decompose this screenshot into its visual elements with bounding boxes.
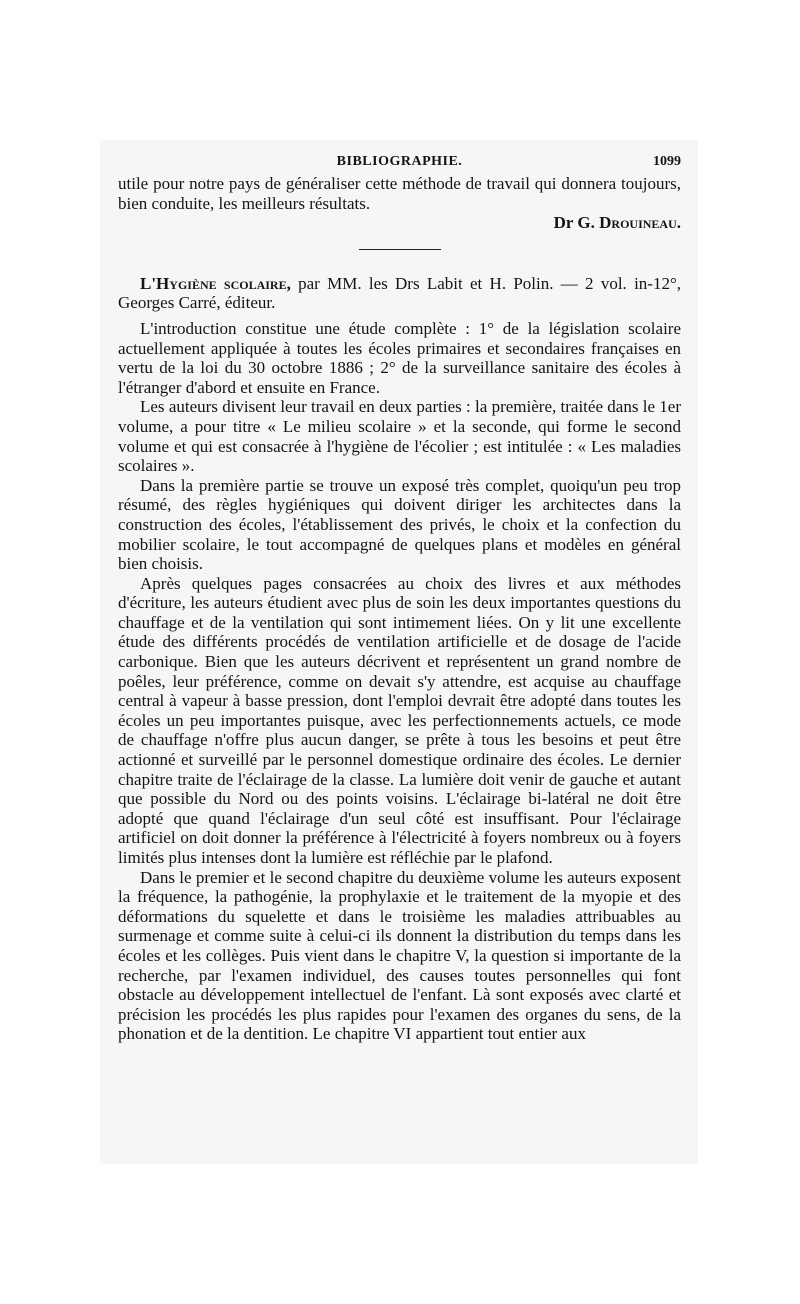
review-paragraph: Les auteurs divisent leur travail en deux parties : la première, traitée dans le 1er volume, a pour titre « Le milieu scolaire » et la seconde, qui forme le second volume et qui est consacrée à l'hygiène de l'écolier ; est intitulée : « Les maladies scolaires ».: [118, 397, 681, 476]
review-authors: par MM. les Drs Labit et H. Polin. — 2 vol. in-12°, Georges Carré, éditeur.: [118, 273, 682, 313]
review-title: L'Hygiène scolaire,: [140, 273, 291, 293]
section-divider: [359, 249, 441, 250]
page-number: 1099: [653, 154, 681, 169]
review-paragraph: L'introduction constitue une étude complète : 1° de la législation scolaire actuellement appliquée à toutes les écoles primaires et secondaires françaises en vertu de la loi du 30 octobre 1886 ; 2° de la surveillance sanitaire des écoles à l'étranger d'abord et ensuite en France.: [118, 318, 681, 397]
page-content: [118, 148, 681, 1044]
review-paragraph: Après quelques pages consacrées au choix des livres et aux méthodes d'écriture, les auteurs étudient avec plus de soin les deux importantes questions du chauffage et de la ventilation qui sont intimement liées. On y lit une excellente étude des différents procédés de ventilation artificielle et de dosage de l'acide carbonique. Bien que les auteurs décrivent et représentent un grand nombre de poêles, leur préférence, comme on devait s'y attendre, est acquise au chauffage central à vapeur à basse pression, dont l'emploi devrait être adopté dans toutes les écoles un peu importantes puisque, avec les perfectionnements actuels, ce mode de chauffage n'offre plus aucun danger, se prête à tous les besoins et peut être actionné et surveillé par le personnel domestique ordinaire des écoles. Le dernier chapitre traite de l'éclairage de la classe. La lumière doit venir de gauche et autant que possible du Nord ou des points voisins. L'éclairage bi-latéral ne doit être adopté que quand l'éclairage d'un seul côté est insuffisant. Pour l'éclairage artificiel on doit donner la préférence à l'électricité à foyers nombreux ou à foyers limités plus intenses dont la lumière est réfléchie par le plafond.: [118, 573, 681, 867]
page-header: [118, 148, 681, 174]
review-paragraph: Dans la première partie se trouve un exposé très complet, quoiqu'un peu trop résumé, des règles hygiéniques qui doivent diriger les architectes dans la construction des écoles, l'établissement des privés, le choix et la confection du mobilier scolaire, le tout accompagné de quelques plans et modèles en général bien choisis.: [118, 475, 681, 574]
running-title: BIBLIOGRAPHIE.: [336, 154, 463, 169]
book-page: [100, 140, 698, 1164]
signature-prefix: Dr: [553, 213, 574, 233]
review-signature: [118, 213, 681, 233]
review-paragraph: Dans le premier et le second chapitre du deuxième volume les auteurs exposent la fréquence, la pathogénie, la prophylaxie et le traitement de la myopie et des déformations du squelette et dans le troisième les maladies attribuables au surmenage et comme suite à celui-ci ils donnent la distribution du temps dans les écoles et les collèges. Puis vient dans le chapitre V, la question si importante de la recherche, par l'examen individuel, des causes toutes personnelles qui font obstacle au développement intellectuel de l'enfant. Là sont exposés avec clarté et précision les procédés les plus rapides pour l'examen des organes du sens, de la phonation et de la dentition. Le chapitre VI appartient tout entier aux: [118, 867, 681, 1044]
review-heading: [118, 274, 681, 313]
previous-review-ending: utile pour notre pays de généraliser cette méthode de travail qui donnera toujours, bien conduite, les meilleurs résultats.: [118, 174, 681, 213]
signature-name: G. Drouineau.: [577, 213, 681, 233]
